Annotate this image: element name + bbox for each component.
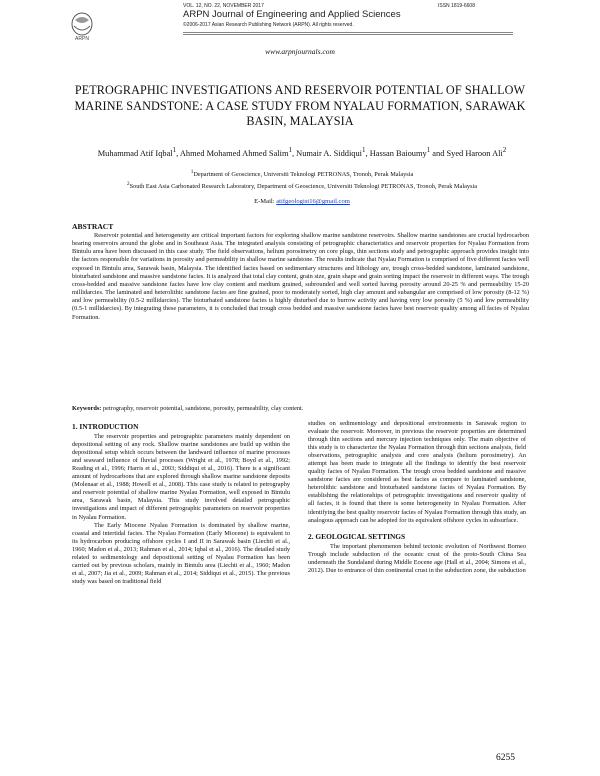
header-divider <box>183 32 513 33</box>
email-label: E-Mail: <box>254 198 277 205</box>
section-heading-geological-settings: 2. GEOLOGICAL SETTINGS <box>308 531 406 541</box>
copyright: ©2006-2017 Asian Research Publishing Network (ARPN). All rights reserved. <box>183 22 354 28</box>
affiliation-marker: 1 <box>190 169 194 175</box>
page-number: 6255 <box>496 753 515 763</box>
contact-email <box>82 198 522 205</box>
paper-title: PETROGRAPHIC INVESTIGATIONS AND RESERVOIR POTENTIAL OF SHALLOW MARINE SANDSTONE: A CASE STUDY FROM NYALAU FORMATION, SARAWAK BASIN, MALAYSIA <box>74 83 526 128</box>
author-name: and Syed Haroon Ali <box>430 148 503 158</box>
journal-header <box>0 0 600 62</box>
paragraph: The reservoir properties and petrographic parameters mainly dependent on depositional setting of any rock. Shallow marine sandstones are build up within the depositional setup which occurs between the landward influence of marine processes and seaward influence of fluvial processes (Wright et al., 1978; Boyd et al., 1992; Reading et al., 1996; Harris et al., 2003; Siddiqui et al., 2016). There is a significant amount of hydrocarbons that are explored through shallow marine sandstone deposits (Molenaar et al., 1988; Howell et al., 2008). This case study is related to petrography and reservoir potential of shallow marine Nyalau Formation, well exposed in Bintulu area, Sarawak basin, Malaysia. This study involved detailed petrographic investigations and impact of different petrographic parameters on reservoir properties in Nyalau Formation. <box>72 433 290 521</box>
volume-info: VOL. 12, NO. 22, NOVEMBER 2017 <box>183 3 264 9</box>
affiliation-text: South East Asia Carbonated Research Laboratory, Department of Geoscience, Universiti Teknologi PETRONAS, Tronoh, Perak Malaysia <box>129 183 478 191</box>
issn: ISSN 1819-6608 <box>438 3 475 9</box>
paragraph: studies on sedimentology and depositional environments in Sarawak region to evaluate the reservoir. Moreover, in previous the reservoir properties are determined through thin sections and mercury injection techniques only. The main objective of this study is to characterize the Nyalau Formation through thin sections analysis, field observations, petrographic analysis and core analysis (helium porosimetry). An attempt has been made to integrate all the findings to identify the best reservoir quality facies of Nyalau Formation. The trough cross bedded sandstone and massive sandstone facies are considered as best facies as compare to laminated sandstone, heterolithic sandstone and bioturbated sandstone facies of Nyalau Formation. By establishing the relationships of petrographic investigations and reservoir quality of all facies, it is found that there is some heterogeneity in Nyalau Formation. After identifying the best quality reservoir facies of Nyalau Formation through this study, an analogous approach can be adopted for its equivalent offshore cycles in subsurface. <box>308 420 527 524</box>
affiliation-marker: 1 <box>426 146 431 154</box>
section-heading-introduction: 1. INTRODUCTION <box>72 422 139 431</box>
email-link[interactable]: atifgeologist16@gmail.com <box>276 198 350 205</box>
svg-text:ARPN: ARPN <box>75 36 89 42</box>
arpn-logo-icon <box>70 12 94 42</box>
keywords-label: Keywords: <box>72 405 102 412</box>
author-name: , Hassan Baioumy <box>365 148 427 158</box>
affiliation-marker: 1 <box>288 146 292 154</box>
author-name: Muhammad Atif Iqbal <box>97 148 173 158</box>
paragraph: The Early Miocene Nyalau Formation is dominated by shallow marine, coastal and intertidal facies. The Nyalau Formation (Early Miocene) is equivalent to its hydrocarbon producing offshore cycles I and II in Sarawak basin (Liechti et al., 1960; Madon et al., 2013; Rahman et al., 2014; Iqbal et al., 2016). The detailed study related to sedimentology and depositional setting of Nyalau Formation has been carried out by previous scholars, mainly in Bintulu area (Liechti et al., 1960; Madon et al., 2007; Jia et al., 2009; Rahman et al., 2014; Siddiqui et al., 2015). The previous study was based on traditional field <box>72 521 290 585</box>
left-column <box>72 423 290 586</box>
affiliation-1 <box>82 168 522 180</box>
paragraph: The important phenomenon behind tectonic evolution of Northwest Borneo Trough include subduction of the oceanic crust of the proto-South China Sea underneath the Sundaland during Middle Eocene age (Hall et al., 2004; Simons et al., 2012). Due to entrance of thin continental crust in the subduction zone, the subduction <box>308 542 526 574</box>
affiliation-marker: 1 <box>172 146 177 154</box>
affiliation-text: Department of Geoscience, Universiti Teknologi PETRONAS, Tronoh, Perak Malaysia <box>193 171 414 179</box>
keywords <box>72 405 529 412</box>
author-name: , Ahmed Mohamed Ahmed Salim <box>176 148 289 158</box>
author-list <box>82 145 522 159</box>
affiliation-marker: 1 <box>362 146 366 154</box>
affiliation-marker: 2 <box>502 146 507 154</box>
affiliation-2 <box>82 180 522 192</box>
header-divider <box>183 34 513 35</box>
keywords-text: petrography, reservoir potential, sandstone, porosity, permeability, clay content. <box>101 405 304 412</box>
affiliation-marker: 2 <box>126 181 130 187</box>
journal-website-link[interactable]: www.arpnjournals.com <box>265 47 335 56</box>
abstract-text: Reservoir potential and heterogeneity are critical important factors for exploring shallow marine sandstone reservoirs. Shallow marine sandstones are crucial hydrocarbon bearing reservoirs around the globe and in Southeast Asia. The integrated analysis consisting of petrographic characteristics and reservoir properties for Nyalau Formation from Bintulu area have been discussed in this case study. The field observations, helium porosimetry on core plugs, thin sections study and petrographic approach provides insight into the factors responsible for variations in porosity and permeability in shallow marine sandstone. The results indicate that Nyalau Formation is comprised of five different facies well exposed in Bintulu area, Sarawak basin, Malaysia. The identified facies based on sedimentary structures and lithology are, trough cross-bedded sandstone, laminated sandstone, bioturbated sandstone and massive sandstone facies. It is analyzed that total clay content, grain size, grain shape and grain sorting impact the reservoir in different ways. The trough cross-bedded and massive sandstone facies have low clay content and medium grained, subrounded and well sorted having porosity around 20-25 % and permeability 15-20 millidarcies. The laminated and heterolithic sandstone facies are fine grained, poor to moderately sorted, high clay amount and subangular are comprised of low porosity (8-12 %) and low permeability (0.5-2 millidarcies). The bioturbated sandstone facies is highly disturbed due to burrow activity and having very low porosity (5 %) and low permeability (0.5-1 millidarcies). By integrating these parameters, it is concluded that trough cross bedded and massive sandstone facies have best reservoir quality among all facies of Nyalau Formation. <box>72 232 529 321</box>
abstract-heading: ABSTRACT <box>72 222 114 231</box>
author-name: , Numair A. Siddiqui <box>291 148 363 158</box>
journal-name: ARPN Journal of Engineering and Applied Sciences <box>183 9 401 20</box>
right-column <box>308 420 526 575</box>
